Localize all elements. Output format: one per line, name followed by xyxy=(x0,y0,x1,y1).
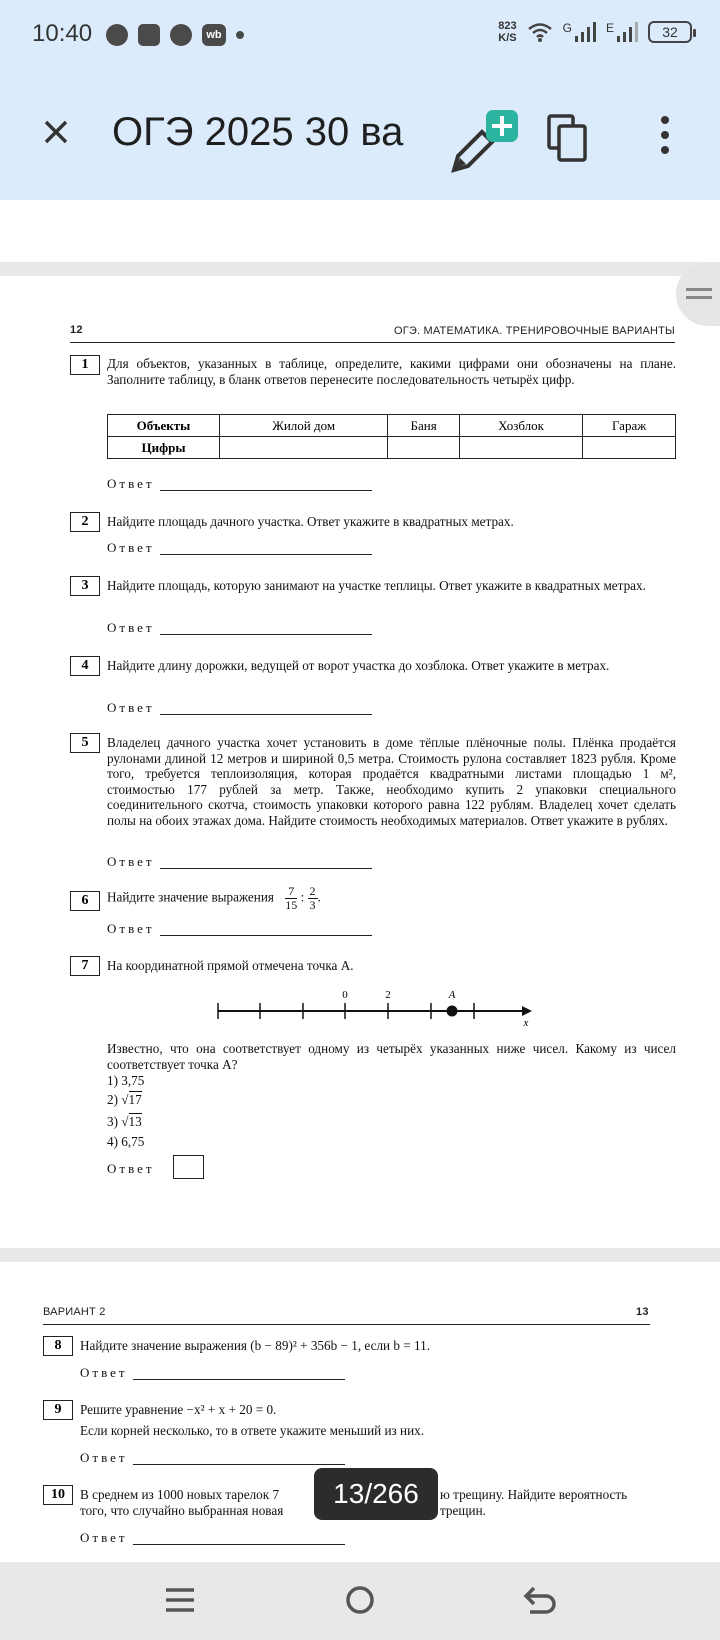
task-text: того, что случайно выбранная новая xyxy=(80,1503,284,1518)
task-number: 10 xyxy=(43,1485,73,1505)
message-icon xyxy=(106,24,128,46)
task-text: Найдите площадь дачного участка. Ответ укажите в квадратных метрах. xyxy=(107,514,514,529)
axis-label: x xyxy=(523,1017,529,1027)
table-cell: Объекты xyxy=(108,415,220,437)
table-cell xyxy=(388,437,460,459)
task-6-text: Найдите значение выражения xyxy=(107,889,274,905)
variant-label: ВАРИАНТ 2 xyxy=(43,1306,106,1318)
fraction-2: $\frac{2}{3}$ xyxy=(309,884,316,912)
option: 4) 6,75 xyxy=(107,1134,145,1149)
answer-line xyxy=(160,714,372,715)
signal-1: G xyxy=(563,21,596,43)
task-text: Если корней несколько, то в ответе укажите меньший из них. xyxy=(80,1423,425,1438)
task-number: 7 xyxy=(70,956,100,976)
signal-1-icon xyxy=(574,21,596,43)
point-a xyxy=(447,1006,458,1017)
sqrt: √13 xyxy=(121,1114,142,1129)
status-bar xyxy=(0,0,720,70)
page-number: 13 xyxy=(636,1306,649,1318)
table-cell: Хозблок xyxy=(459,415,582,437)
copy-icon[interactable] xyxy=(545,112,593,164)
task-number: 8 xyxy=(43,1336,73,1356)
answer-line xyxy=(133,1379,345,1380)
document-title: ОГЭ 2025 30 ва xyxy=(112,110,404,154)
task-text: Найдите площадь, которую занимают на участке теплицы. Ответ укажите в квадратных метрах. xyxy=(107,578,646,593)
status-time: 10:40 xyxy=(32,20,93,47)
page-indicator: 13/266 xyxy=(314,1468,438,1520)
task-number: 2 xyxy=(70,512,100,532)
signal-2-icon xyxy=(616,21,638,43)
task-text: Найдите значение выражения (b − 89)² + 356b − 1, если b = 11. xyxy=(80,1338,431,1353)
more-vert-icon[interactable] xyxy=(650,112,680,158)
objects-table xyxy=(107,414,676,459)
answer-line xyxy=(160,634,372,635)
task-text: На координатной прямой отмечена точка A. xyxy=(107,958,354,973)
page-number: 12 xyxy=(70,324,83,336)
answer-line xyxy=(133,1464,345,1465)
task-text: Для объектов, указанных в таблице, определите, какими цифрами они обозначены на плане. Заполните таблицу, в бланк ответов перенесите последовательность четырёх цифр. xyxy=(107,356,676,387)
whatsapp-icon xyxy=(170,24,192,46)
task-number: 1 xyxy=(70,355,100,375)
running-head: ОГЭ. МАТЕМАТИКА. ТРЕНИРОВОЧНЫЕ ВАРИАНТЫ xyxy=(393,325,675,337)
header-rule xyxy=(70,342,675,343)
answer-line xyxy=(133,1544,345,1545)
option: 2) √17 xyxy=(107,1092,142,1107)
battery-icon: 32 xyxy=(648,21,692,43)
option: 1) 3,75 xyxy=(107,1073,145,1088)
answer-label: Ответ xyxy=(107,540,155,555)
table-cell: Баня xyxy=(388,415,460,437)
close-icon[interactable] xyxy=(36,112,76,152)
answer-label: Ответ xyxy=(107,921,155,936)
answer-label: Ответ xyxy=(80,1450,128,1465)
answer-label: Ответ xyxy=(107,854,155,869)
answer-box xyxy=(173,1155,204,1179)
task-text: Владелец дачного участка хочет установить в доме тёплые плёночные полы. Плёнка продаётся рулонами длиной 12 метров и шириной 0,5 метра. Стоимость рулона составляет 1823 рубля. Кроме того, требуется теплоизоляция, которая продаётся квадратными листами площадью 1 м², стоимостью 177 рублей за метр. Также, необходимо купить 2 упаковки специального соединительного скотча, стоимость упаковки которого равна 122 рублям. Владелец хочет сделать полы на обоих этажах дома. Найдите стоимость необходимых материалов. Ответ укажите в рублях. xyxy=(107,735,676,828)
home-icon[interactable] xyxy=(338,1578,382,1622)
youtube-icon xyxy=(138,24,160,46)
answer-label: Ответ xyxy=(107,700,155,715)
answer-label: Ответ xyxy=(107,620,155,635)
page-11-bottom xyxy=(0,200,720,262)
fraction-1: $\frac{7}{15}$ xyxy=(285,884,298,912)
tick-label-0: 0 xyxy=(342,989,348,1001)
answer-label: Ответ xyxy=(80,1530,128,1545)
task-number: 5 xyxy=(70,733,100,753)
table-cell xyxy=(459,437,582,459)
task-text: Решите уравнение −x² + x + 20 = 0. xyxy=(80,1402,277,1417)
table-cell: Цифры xyxy=(108,437,220,459)
number-line xyxy=(210,985,535,1027)
net-speed: 823 K/S xyxy=(498,20,517,44)
task-text: Найдите длину дорожки, ведущей от ворот участка до хозблока. Ответ укажите в метрах. xyxy=(107,658,610,673)
option: 3) √13 xyxy=(107,1114,142,1129)
back-icon[interactable] xyxy=(518,1578,562,1622)
table-cell xyxy=(583,437,676,459)
answer-label: Ответ xyxy=(107,476,155,491)
sqrt: √17 xyxy=(121,1092,142,1107)
tick-label-2: 2 xyxy=(385,989,391,1001)
top-bar xyxy=(0,0,720,200)
task-number: 9 xyxy=(43,1400,73,1420)
recent-apps-icon[interactable] xyxy=(158,1578,202,1622)
task-number: 3 xyxy=(70,576,100,596)
table-cell: Жилой дом xyxy=(220,415,388,437)
answer-line xyxy=(160,868,372,869)
wb-icon: wb xyxy=(202,24,226,46)
app-bar xyxy=(0,90,720,180)
wifi-icon xyxy=(527,21,553,43)
task-number: 6 xyxy=(70,891,100,911)
task-text: трещин. xyxy=(440,1503,486,1518)
task-text: Известно, что она соответствует одному из четырёх указанных ниже чисел. Какому из чисел соответствует точка A? xyxy=(107,1041,676,1072)
task-number: 4 xyxy=(70,656,100,676)
edit-add-icon[interactable] xyxy=(448,110,508,170)
answer-line xyxy=(160,554,372,555)
navigation-bar xyxy=(0,1562,720,1640)
notification-dot-icon xyxy=(236,31,244,39)
answer-label: Ответ xyxy=(107,1161,155,1176)
header-rule xyxy=(43,1324,650,1325)
task-text: В среднем из 1000 новых тарелок 7 xyxy=(80,1487,280,1502)
point-label: A xyxy=(448,989,456,1001)
task-text: ю трещину. Найдите вероятность xyxy=(440,1487,628,1502)
answer-label: Ответ xyxy=(80,1365,128,1380)
table-cell: Гараж xyxy=(583,415,676,437)
answer-line xyxy=(160,935,372,936)
answer-line xyxy=(160,490,372,491)
task-text: Найдите значение выражения $\frac{7}{15}$ : $\frac{2}{3}$ . xyxy=(107,884,321,912)
table-cell xyxy=(220,437,388,459)
signal-2: E xyxy=(606,21,638,43)
divide-operator: : xyxy=(300,889,305,905)
